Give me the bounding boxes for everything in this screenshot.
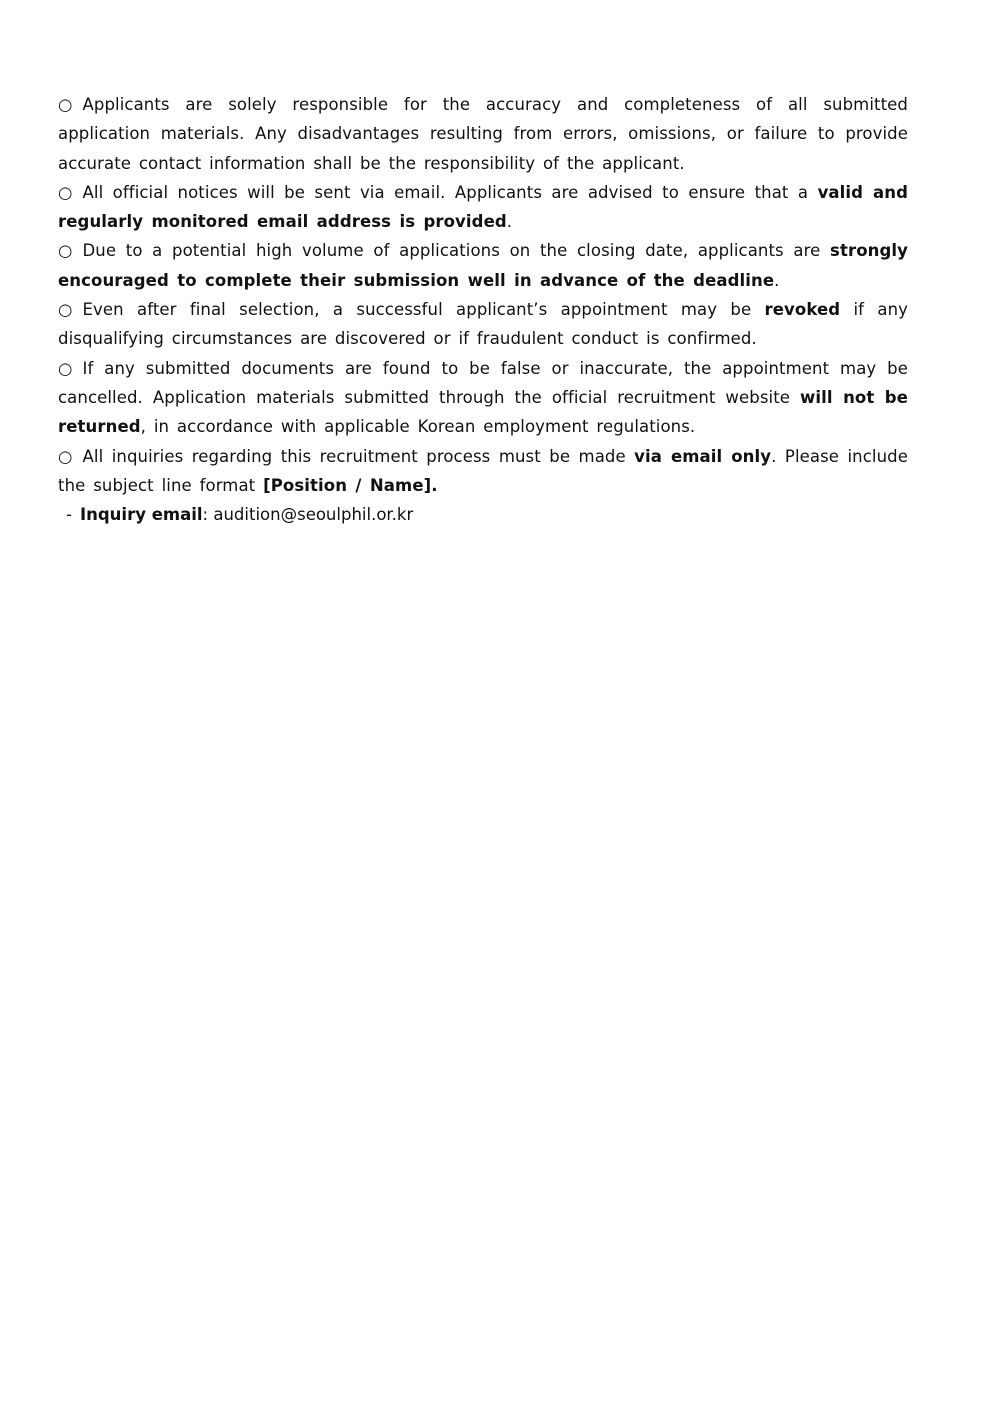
inquiry-dash: - — [66, 505, 72, 525]
notice-item — [58, 442, 908, 501]
notice-text: Applicants are solely responsible for the accuracy and completeness of all submitted application materials. Any disadvantages resulting from errors, omissions, or failure to provide accurate contact information shall be the responsibility of the applicant. — [58, 95, 908, 173]
notice-emphasis-text: via email only — [634, 446, 772, 466]
notice-item — [58, 236, 908, 295]
inquiry-line — [58, 500, 908, 529]
notice-item — [58, 354, 908, 442]
notice-list — [58, 90, 908, 500]
circle-bullet-icon: ○ — [58, 182, 73, 202]
inquiry-label: Inquiry email — [79, 505, 203, 525]
notice-text: . Please include the subject line format — [58, 446, 908, 495]
notice-emphasis-text: revoked — [764, 300, 841, 320]
circle-bullet-icon: ○ — [58, 358, 73, 378]
notice-text: All inquiries regarding this recruitment process must be made — [82, 446, 635, 466]
notice-emphasis-text: [Position / Name]. — [263, 475, 438, 495]
notice-text: Due to a potential high volume of applications on the closing date, applicants are — [82, 241, 831, 261]
circle-bullet-icon: ○ — [58, 241, 73, 261]
notice-text: if any disqualifying circumstances are discovered or if fraudulent conduct is confirmed. — [58, 300, 908, 349]
notice-emphasis-text: valid and regularly monitored email address is provided — [58, 182, 908, 232]
notice-text: . — [506, 212, 513, 232]
notice-emphasis-text: strongly encouraged to complete their submission well in advance of the deadline — [58, 241, 908, 290]
notice-item — [58, 295, 908, 354]
notice-text: . — [774, 270, 780, 290]
notice-item — [58, 178, 908, 237]
notice-emphasis-text: will not be returned — [58, 387, 908, 437]
inquiry-colon: : — [202, 505, 209, 525]
circle-bullet-icon: ○ — [58, 95, 73, 114]
notice-text: All official notices will be sent via email. Applicants are advised to ensure that a — [82, 182, 818, 202]
notice-text: , in accordance with applicable Korean employment regulations. — [140, 417, 696, 437]
notice-item — [58, 90, 908, 178]
inquiry-email: audition@seoulphil.or.kr — [213, 505, 414, 525]
notice-section — [58, 90, 908, 529]
notice-text: Even after final selection, a successful applicant’s appointment may be — [82, 300, 765, 320]
circle-bullet-icon: ○ — [58, 300, 73, 320]
notice-text: If any submitted documents are found to be false or inaccurate, the appointment may be cancelled. Application materials submitted through the official recruitment website — [58, 358, 908, 407]
circle-bullet-icon: ○ — [58, 446, 73, 466]
